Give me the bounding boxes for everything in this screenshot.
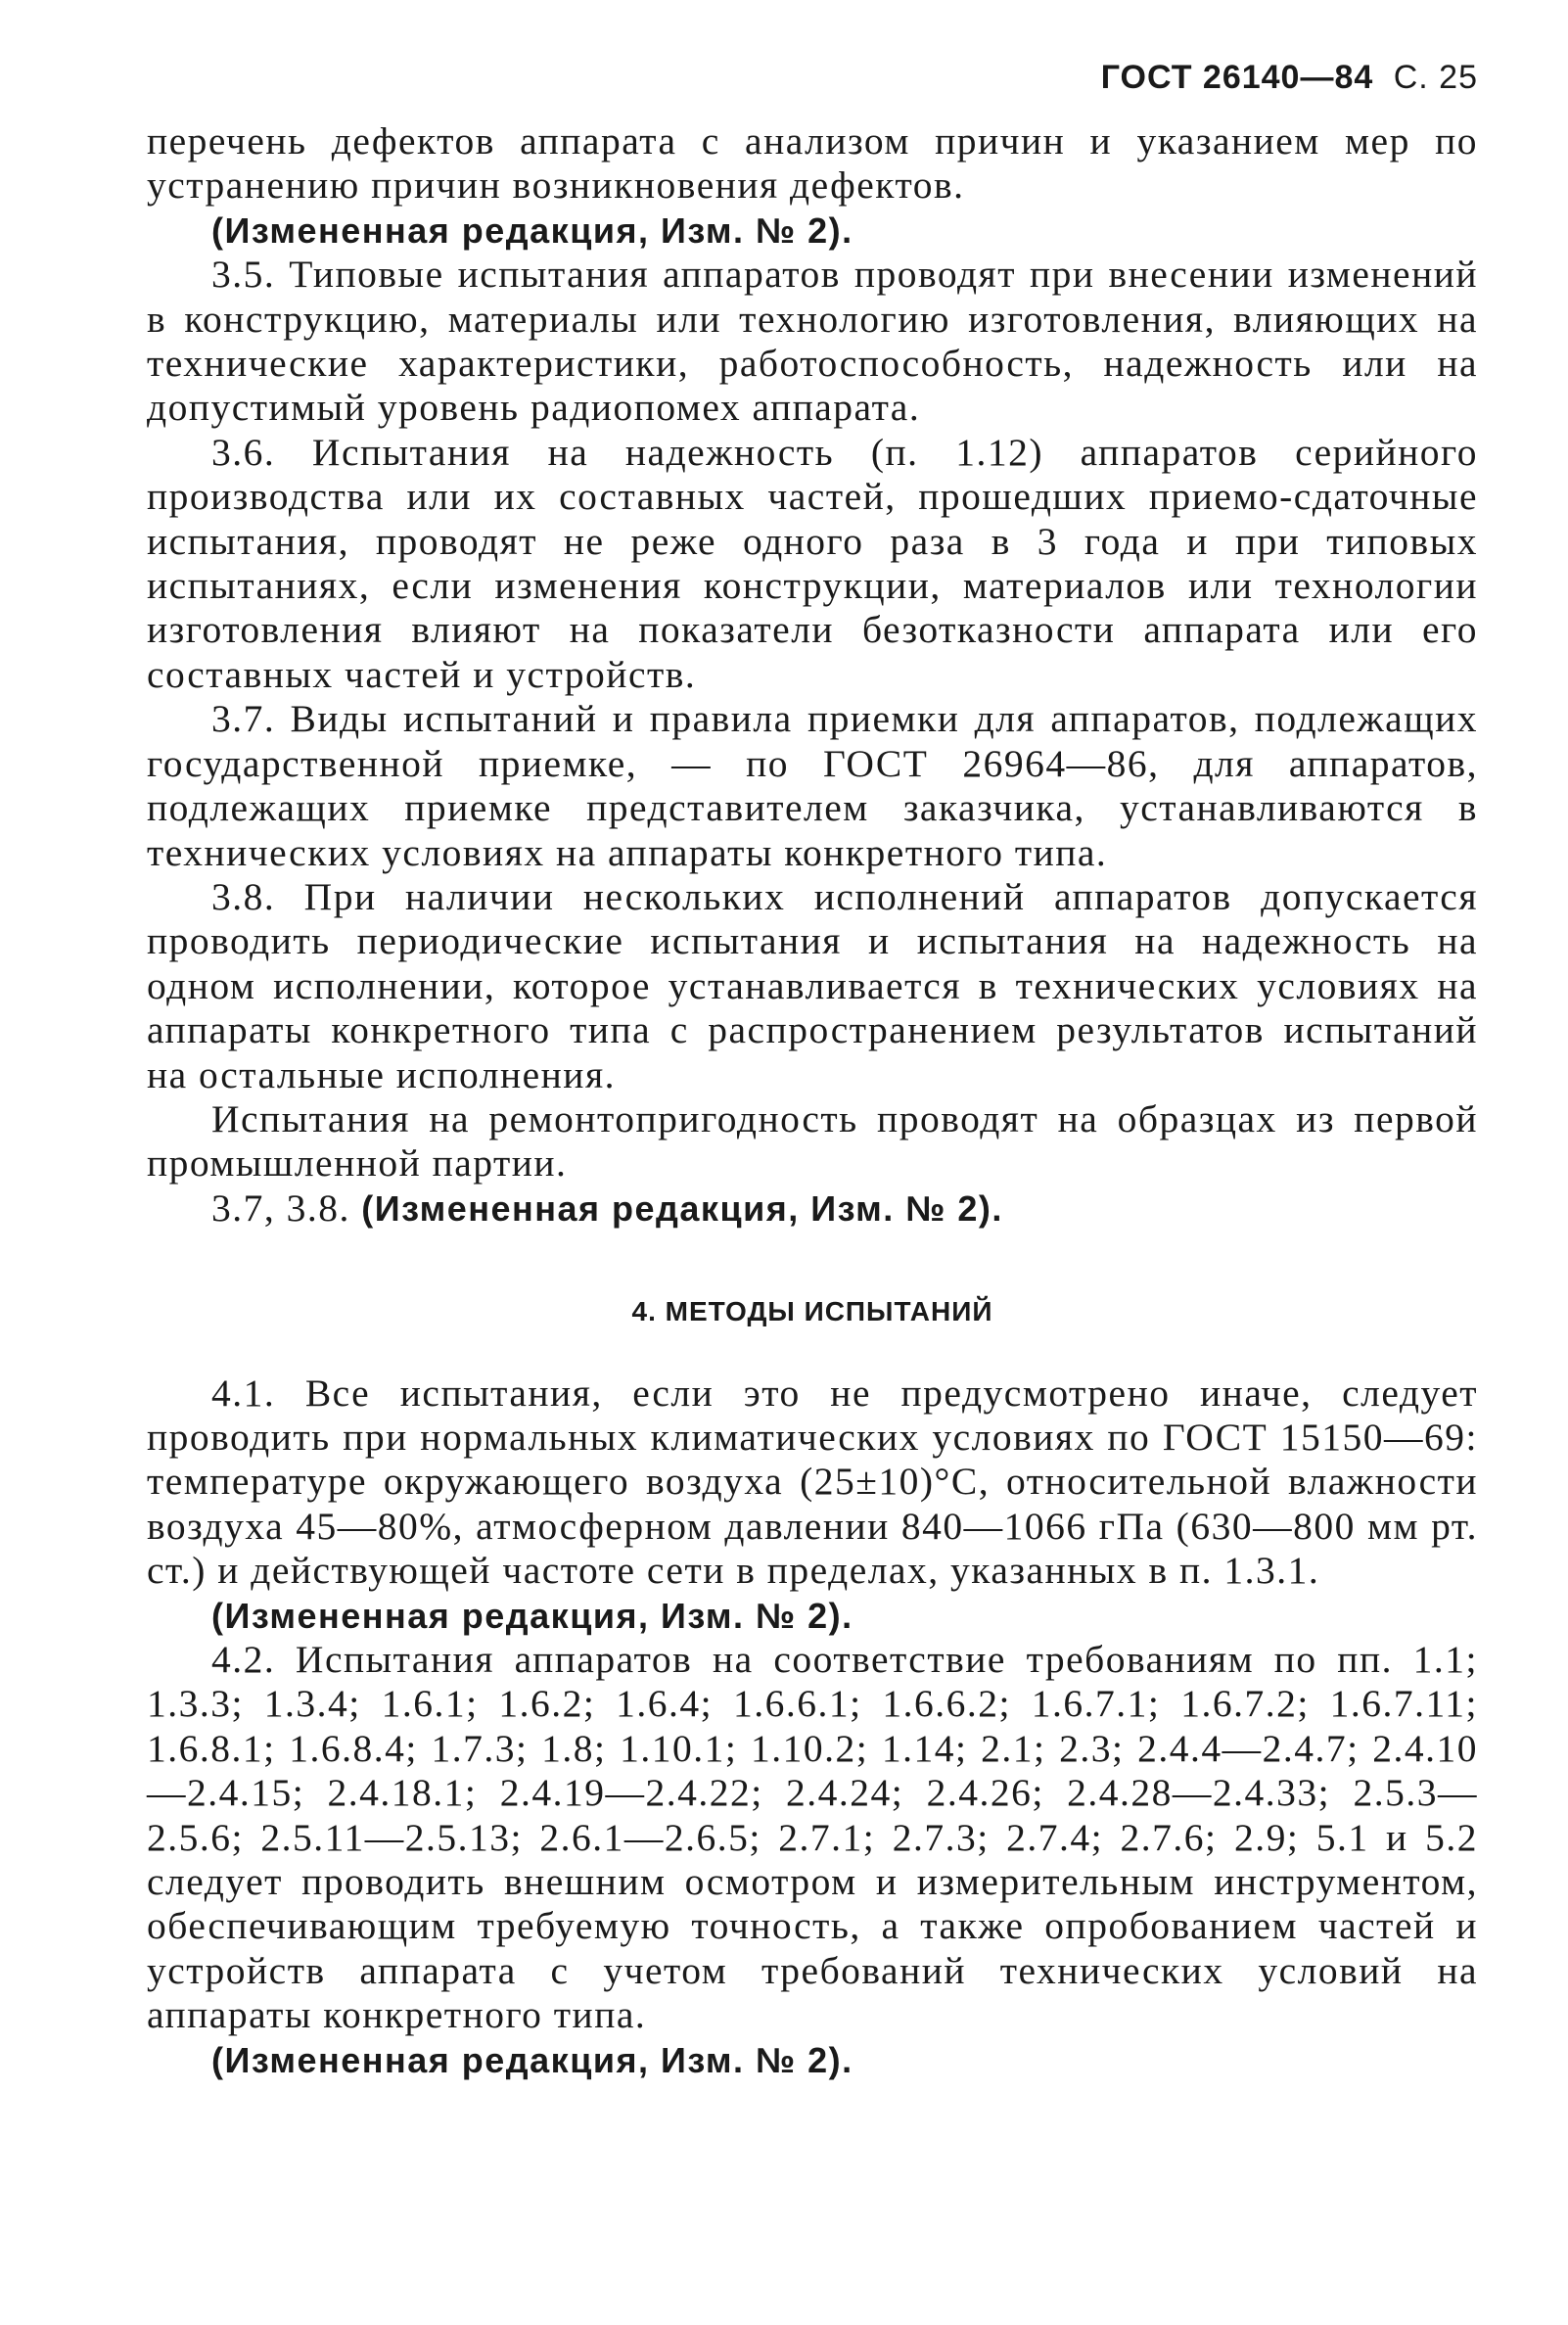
amendment-text: (Измененная редакция, Изм. № 2). — [211, 209, 853, 251]
paragraph-text: Испытания на ремонтопригодность проводят на образцах из первой промышленной партии. — [147, 1096, 1478, 1186]
amendment-note-3-7-3-8 — [147, 1186, 1478, 1231]
paragraph-maintainability — [147, 1097, 1478, 1186]
paragraph-3-6 — [147, 431, 1478, 697]
paragraph-3-5 — [147, 253, 1478, 431]
paragraph-3-8 — [147, 875, 1478, 1097]
paragraph-4-1 — [147, 1372, 1478, 1594]
amendment-note — [147, 2038, 1478, 2082]
paragraph-3-7 — [147, 697, 1478, 875]
paragraph-text: 3.7. Виды испытаний и правила приемки для аппаратов, подлежащих государственной приемке, — по ГОСТ 26964—86, для аппаратов, подлежащих приемке представителем заказчика, устанавливаются в технических условиях на аппараты конкретного типа. — [147, 697, 1478, 874]
running-header — [147, 59, 1478, 102]
amendment-text: (Измененная редакция, Изм. № 2). — [361, 1187, 1003, 1229]
amendment-note — [147, 209, 1478, 253]
paragraph-4-2 — [147, 1638, 1478, 2038]
paragraph-text: 4.2. Испытания аппаратов на соответствие требованиям по пп. 1.1; 1.3.3; 1.3.4; 1.6.1; 1.6.2; 1.6.4; 1.6.6.1; 1.6.6.2; 1.6.7.1; 1.6.7.2; 1.6.7.11; 1.6.8.1; 1.6.8.4; 1.7.3; 1.8; 1.10.1; 1.10.2; 1.14; 2.1; 2.3; 2.4.4—2.4.7; 2.4.10—2.4.15; 2.4.18.1; 2.4.19—2.4.22; 2.4.24; 2.4.26; 2.4.28—2.4.33; 2.5.3—2.5.6; 2.5.11—2.5.13; 2.6.1—2.6.5; 2.7.1; 2.7.3; 2.7.4; 2.7.6; 2.9; 5.1 и 5.2 следует проводить внешним осмотром и измерительным инструментом, обеспечивающим требуемую точность, а также опробованием частей и устройств аппарата с учетом требований технических условий на аппараты конкретного типа. — [147, 1638, 1478, 2037]
document-page — [147, 59, 1478, 2082]
paragraph-text: перечень дефектов аппарата с анализом причин и указанием мер по устранению причин возникновения дефектов. — [147, 119, 1478, 208]
amendment-note — [147, 1594, 1478, 1638]
section-heading: 4. МЕТОДЫ ИСПЫТАНИЙ — [631, 1296, 993, 1327]
page-number: С. 25 — [1393, 59, 1478, 96]
paragraph-text: 4.1. Все испытания, если это не предусмотрено иначе, следует проводить при нормальных климатических условиях по ГОСТ 15150—69: температуре окружающего воздуха (25±10)°С, относительной влажности воздуха 45—80%, атмосферном давлении 840—1066 гПа (630—800 мм рт. ст.) и действующей частоте сети в пределах, указанных в п. 1.3.1. — [147, 1371, 1478, 1593]
standard-number: ГОСТ 26140—84 — [1100, 59, 1374, 96]
paragraph-text: 3.6. Испытания на надежность (п. 1.12) аппаратов серийного производства или их составных частей, прошедших приемо-сдаточные испытания, проводят не реже одного раза в 3 года и при типовых испытаниях, если изменения конструкции, материалов или технологии изготовления влияют на показатели безотказности аппарата или его составных частей и устройств. — [147, 430, 1478, 696]
paragraph-text: 3.5. Типовые испытания аппаратов проводят при внесении изменений в конструкцию, материалы или технологию изготовления, влияющих на технические характеристики, работоспособность, надежность или на допустимый уровень радиопомех аппарата. — [147, 253, 1478, 430]
amendment-text: (Измененная редакция, Изм. № 2). — [211, 2039, 853, 2080]
paragraph-text: 3.8. При наличии нескольких исполнений аппаратов допускается проводить периодические испытания и испытания на надежность на одном исполнении, которое устанавливается в технических условиях на аппараты конкретного типа с распространением результатов испытаний на остальные исполнения. — [147, 874, 1478, 1096]
amendment-prefix: 3.7, 3.8. — [211, 1186, 362, 1230]
amendment-text: (Измененная редакция, Изм. № 2). — [211, 1595, 853, 1636]
paragraph-defects-list-continuation — [147, 119, 1478, 209]
body-text — [147, 119, 1478, 2082]
